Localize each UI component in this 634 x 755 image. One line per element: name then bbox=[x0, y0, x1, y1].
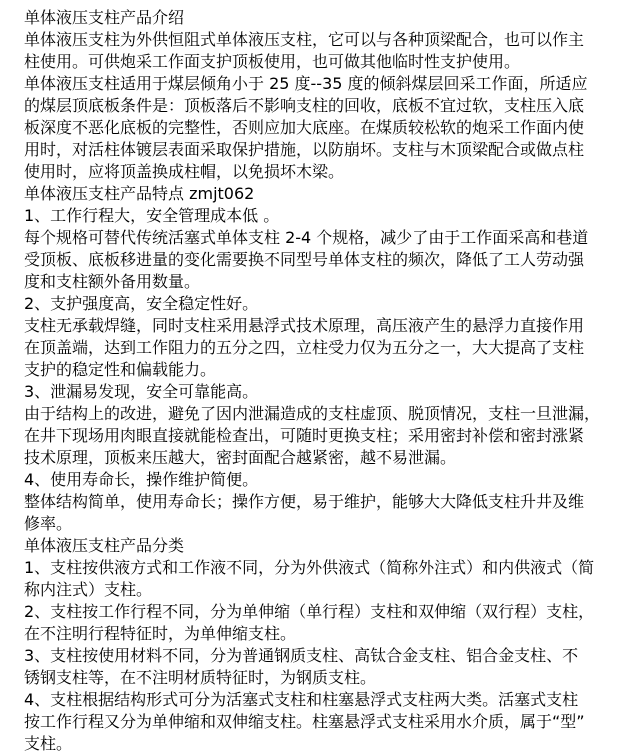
text-line: 称内注式）支柱。 bbox=[24, 580, 153, 599]
feature-item-1-title: 1、工作行程大，安全管理成本低 。 bbox=[24, 206, 280, 225]
text-line: 每个规格可替代传统活塞式单体支柱 2-4 个规格，减少了由于工作面采高和巷道 bbox=[24, 228, 589, 247]
text-line: 使用时，应将顶盖换成柱帽，以免损坏木梁。 bbox=[24, 162, 345, 181]
text-line: 受顶板、底板移进量的变化需要换不同型号单体支柱的频次，降低了工人劳动强 bbox=[24, 250, 585, 269]
text-line: 整体结构简单，使用寿命长；操作方便，易于维护，能够大大降低支柱升井及维 bbox=[24, 492, 585, 511]
text-line: 支柱。 bbox=[24, 734, 73, 753]
classification-item-4: 4、支柱根据结构形式可分为活塞式支柱和柱塞悬浮式支柱两大类。活塞式支柱 bbox=[24, 690, 579, 709]
text-line: 由于结构上的改进，避免了因内泄漏造成的支柱虚顶、脱顶情况，支柱一旦泄漏， bbox=[24, 404, 601, 423]
text-line: 单体液压支柱为外供恒阻式单体液压支柱，它可以与各种顶梁配合，也可以作主 bbox=[24, 30, 585, 49]
text-line: 支护的稳定性和偏载能力。 bbox=[24, 360, 217, 379]
text-line: 修率。 bbox=[24, 514, 73, 533]
text-line: 板深度不恶化底板的完整性，否则应加大底座。在煤质较松软的炮采工作面内使 bbox=[24, 118, 585, 137]
classification-item-1: 1、支柱按供液方式和工作液不同，分为外供液式（简称外注式）和内供液式（简 bbox=[24, 558, 595, 577]
text-line: 在井下现场用肉眼直接就能检查出，可随时更换支柱；采用密封补偿和密封涨紧 bbox=[24, 426, 585, 445]
text-line: 技术原理，顶板来压越大，密封面配合越紧密，越不易泄漏。 bbox=[24, 448, 457, 467]
feature-item-2-title: 2、支护强度高，安全稳定性好。 bbox=[24, 294, 259, 313]
section-heading-features: 单体液压支柱产品特点 zmjt062 bbox=[24, 184, 255, 203]
text-line: 在顶盖端，达到工作阻力的五分之四，立柱受力仅为五分之一，大大提高了支柱 bbox=[24, 338, 585, 357]
text-line: 支柱无承载焊缝，同时支柱采用悬浮式技术原理，高压液产生的悬浮力直接作用 bbox=[24, 316, 585, 335]
classification-item-2: 2、支柱按工作行程不同，分为单伸缩（单行程）支柱和双伸缩（双行程）支柱， bbox=[24, 602, 595, 621]
text-line: 度和支柱额外备用数量。 bbox=[24, 272, 201, 291]
section-heading-intro: 单体液压支柱产品介绍 bbox=[24, 8, 185, 27]
feature-item-4-title: 4、使用寿命长，操作维护简便。 bbox=[24, 470, 259, 489]
text-line: 柱使用。可供炮采工作面支护顶板使用，也可做其他临时性支护使用。 bbox=[24, 52, 521, 71]
text-line: 锈钢支柱等，在不注明材质特征时，为钢质支柱。 bbox=[24, 668, 377, 687]
text-line: 在不注明行程特征时，为单伸缩支柱。 bbox=[24, 624, 297, 643]
section-heading-classification: 单体液压支柱产品分类 bbox=[24, 536, 185, 555]
text-line: 用时，对活柱体镀层表面采取保护措施，以防崩坏。支柱与木顶梁配合或做点柱 bbox=[24, 140, 585, 159]
text-line: 按工作行程又分为单伸缩和双伸缩支柱。柱塞悬浮式支柱采用水介质，属于“型” bbox=[24, 712, 585, 731]
feature-item-3-title: 3、泄漏易发现，安全可靠能高。 bbox=[24, 382, 259, 401]
text-line: 单体液压支柱适用于煤层倾角小于 25 度--35 度的倾斜煤层回采工作面，所适应 bbox=[24, 74, 588, 93]
classification-item-3: 3、支柱按使用材料不同，分为普通钢质支柱、高钛合金支柱、铝合金支柱、不 bbox=[24, 646, 579, 665]
text-line: 的煤层顶底板条件是：顶板落后不影响支柱的回收，底板不宜过软，支柱压入底 bbox=[24, 96, 585, 115]
